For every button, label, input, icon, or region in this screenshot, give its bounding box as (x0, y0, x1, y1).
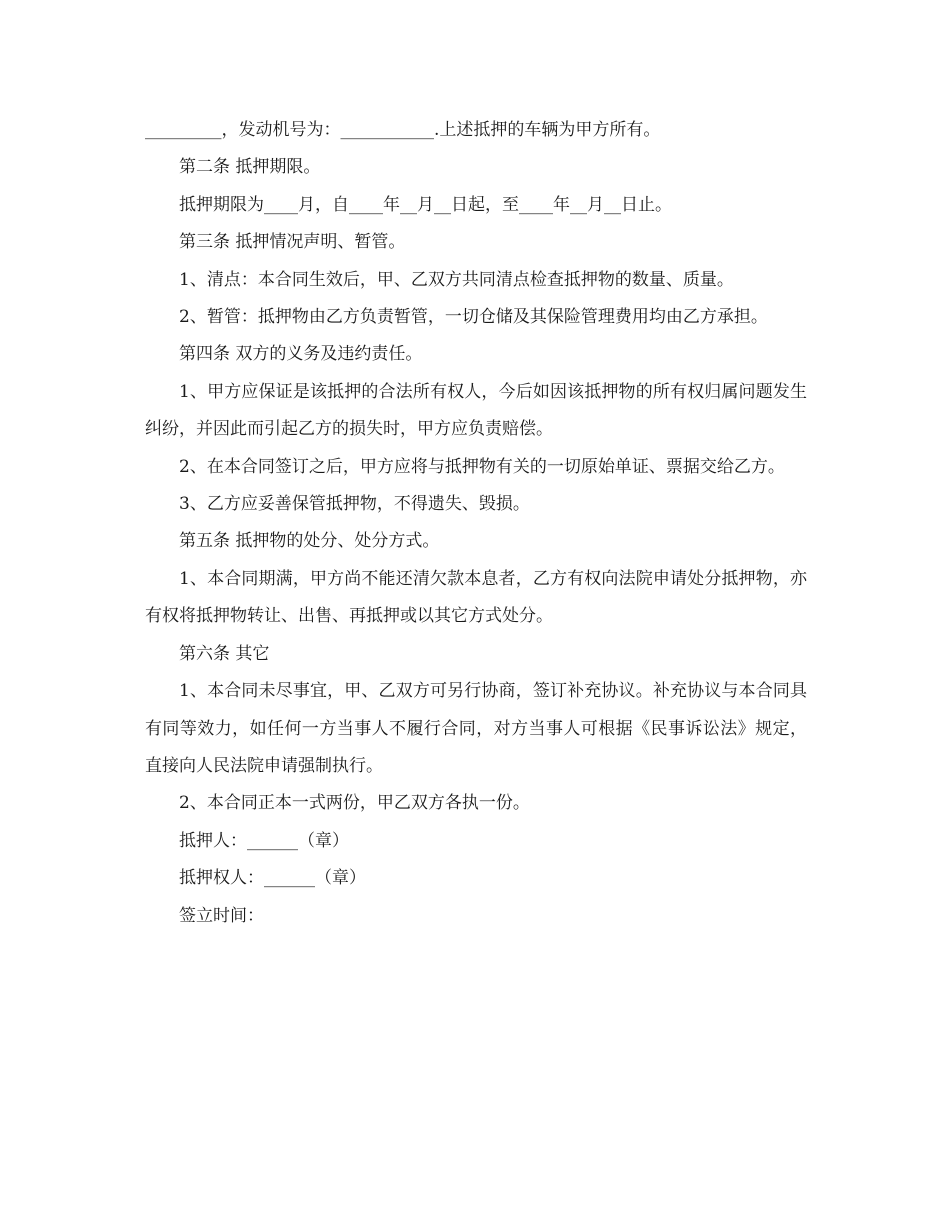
heading-article-4: 第四条 双方的义务及违约责任。 (179, 344, 423, 365)
paragraph-copies: 2、本合同正本一式两份，甲乙双方各执一份。 (179, 793, 530, 814)
paragraph-documents-handover: 2、在本合同签订之后，甲方应将与抵押物有关的一切原始单证、票据交给乙方。 (179, 456, 785, 477)
paragraph-safekeeping: 3、乙方应妥善保管抵押物，不得遗失、毁损。 (179, 494, 530, 515)
heading-article-3: 第三条 抵押情况声明、暂管。 (179, 232, 406, 253)
paragraph-disposal: 1、本合同期满，甲方尚不能还清欠款本息者，乙方有权向法院申请处分抵押物，亦有权将抵押物转让、出售、再抵押或以其它方式处分。 (145, 568, 807, 627)
heading-article-6: 第六条 其它 (179, 643, 270, 664)
signature-mortgagor: 抵押人：______（章） (179, 830, 349, 851)
contract-body (145, 112, 807, 935)
paragraph-ownership-guarantee: 1、甲方应保证是该抵押的合法所有权人，今后如因该抵押物的所有权归属问题发生纠纷，并因此而引起乙方的损失时，甲方应负责赔偿。 (145, 381, 807, 440)
heading-article-5: 第五条 抵押物的处分、处分方式。 (179, 531, 440, 552)
paragraph-inventory: 1、清点：本合同生效后，甲、乙双方共同清点检查抵押物的数量、质量。 (179, 269, 734, 290)
signing-date: 签立时间： (179, 905, 264, 926)
paragraph-custody: 2、暂管：抵押物由乙方负责暂管，一切仓储及其保险管理费用均由乙方承担。 (179, 307, 768, 328)
paragraph-mortgage-term: 抵押期限为____月，自____年__月__日起，至____年__月__日止。 (179, 194, 672, 215)
heading-article-2: 第二条 抵押期限。 (179, 157, 321, 178)
paragraph-supplementary: 1、本合同未尽事宜，甲、乙双方可另行协商，签订补充协议。补充协议与本合同具有同等效力，如任何一方当事人不履行合同，对方当事人可根据《民事诉讼法》规定，直接向人民法院申请强制执行。 (145, 681, 807, 776)
paragraph-vehicle-engine: _________，发动机号为：___________.上述抵押的车辆为甲方所有。 (145, 120, 661, 140)
signature-mortgagee: 抵押权人：______（章） (179, 868, 366, 889)
